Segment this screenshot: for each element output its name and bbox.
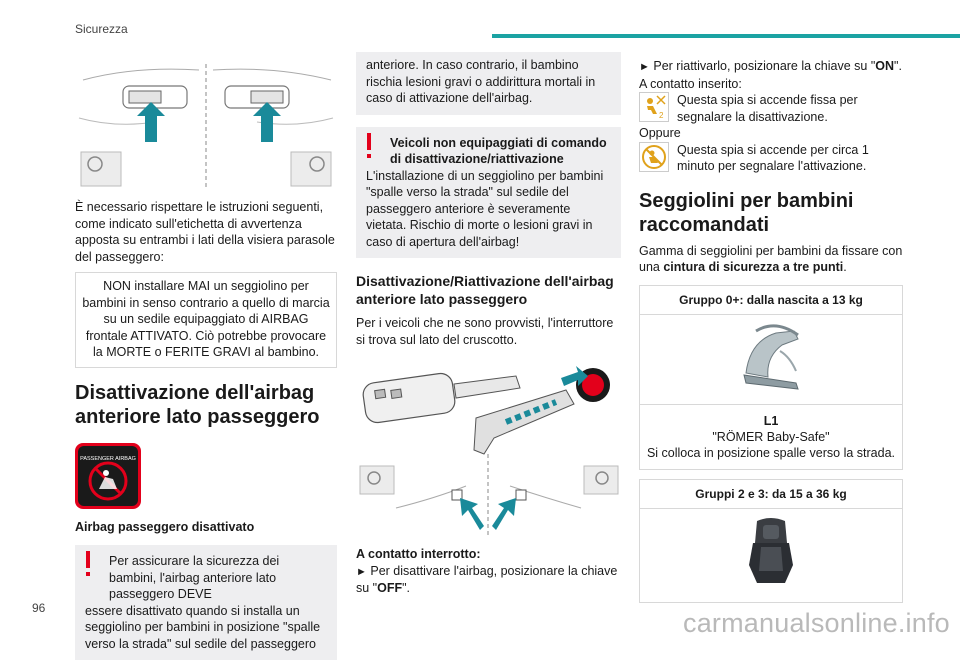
indicator-on-row [639, 142, 903, 175]
intro-text: Gamma di seggiolini per bambini da fissare con una [639, 243, 903, 274]
passenger-airbag-off-label-icon [75, 443, 141, 509]
group-2-3-image-cell [640, 509, 902, 602]
step-text: Per riattivarlo, posizionare la chiave su " [653, 59, 876, 73]
sun-visor-label-illustration [75, 58, 337, 190]
group-2-3-card [639, 479, 903, 603]
header-accent-bar [492, 34, 960, 38]
continued-warning-text: anteriore. In caso contrario, il bambino rischia lesioni gravi o addirittura mortali in caso di attivazione dell'airbag. [356, 52, 621, 115]
warning-label-box: NON installare MAI un seggiolino per bambini in senso contrario a quello di marcia su un sedile equipaggiato di AIRBAG frontale ATTIVATO. Ciò potrebbe provocare la MORTE o FERITE GRAVI al bambino. [75, 272, 337, 368]
instructions-paragraph: È necessario rispettare le istruzioni seguenti, come indicato sull'etichetta di avvertenza apposta su entrambi i lati della visiera parasole del passeggero: [75, 200, 335, 264]
airbag-on-warning-light-icon [639, 142, 669, 172]
column-2 [356, 52, 621, 597]
warning-title: Veicoli non equipaggiati di comando di disattivazione/riattivazione [390, 135, 607, 166]
switch-location-paragraph: Per i veicoli che ne sono provvisti, l'interruttore si trova sul lato del cruscotto. [356, 316, 614, 347]
group-2-3-heading: Gruppi 2 e 3: da 15 a 36 kg [640, 480, 902, 510]
key-switch-illustration [356, 358, 621, 540]
step-text: Per disattivare l'airbag, posizionare la chiave su " [356, 563, 618, 595]
indicator-off-row [639, 92, 903, 125]
off-key: OFF [377, 581, 403, 595]
no-switch-warning [356, 127, 621, 259]
watermark: carmanualsonline.info [683, 608, 950, 638]
indicator-number: 2 [659, 111, 664, 120]
step-end: ". [402, 581, 411, 595]
bullet-arrow-icon: ► [356, 565, 367, 578]
airbag-off-warning-light-icon [639, 92, 669, 122]
column-1 [75, 58, 337, 660]
exclamation-icon [364, 133, 374, 159]
bullet-arrow-icon: ► [639, 61, 650, 73]
on-key: ON [875, 59, 895, 73]
group-0-card [639, 285, 903, 470]
section-title-deactivation: Disattivazione dell'airbag anteriore lato passeggero [75, 381, 320, 428]
column-3 [639, 58, 903, 603]
group-0-heading: Gruppo 0+: dalla nascita a 13 kg [640, 286, 902, 316]
group-0-image-cell [640, 315, 902, 405]
group-0-text [640, 405, 902, 469]
group-0-seat-name: "RÖMER Baby-Safe" [712, 429, 830, 444]
infant-carrier-image [736, 321, 806, 393]
passenger-airbag-label-text: PASSENGER AIRBAG [80, 455, 136, 462]
intro-bold: cintura di sicurezza a tre punti [663, 260, 844, 274]
section-title-recommended-seats: Seggiolini per bambini raccomandati [639, 189, 854, 236]
warning-first-line: Per assicurare la sicurezza dei bambini, l'airbag anteriore lato passeggero DEVE [109, 554, 280, 601]
indicator-on-text: Questa spia si accende per circa 1 minuto per segnalare l'attivazione. [677, 142, 869, 173]
page-number: 96 [32, 601, 46, 615]
oppure-text: Oppure [639, 126, 681, 140]
contact-on-label: A contatto inserito: [639, 76, 742, 91]
reactivate-step [639, 58, 903, 76]
child-safety-warning [75, 545, 337, 660]
warning-body: L'installazione di un seggiolino per bambini "spalle verso la strada" sul sedile del passeggero anteriore è severamente vietata. Rischio di morte o lesioni gravi in caso di apertura dell'airbag! [366, 168, 604, 249]
booster-seat-image [745, 517, 797, 587]
step-end: ". [894, 59, 902, 73]
group-0-code: L1 [763, 413, 779, 428]
deactivate-step [356, 563, 621, 597]
airbag-off-caption: Airbag passeggero disattivato [75, 519, 255, 534]
group-0-note: Si colloca in posizione spalle verso la strada. [646, 445, 896, 460]
intro-end: . [843, 260, 847, 274]
contact-off-label: A contatto interrotto: [356, 547, 481, 561]
exclamation-icon [83, 551, 93, 577]
warning-rest: essere disattivato quando si installa un seggiolino per bambini in posizione "spalle verso la strada" sul sedile del passeggero [85, 603, 321, 651]
header-section: Sicurezza [75, 22, 128, 36]
indicator-off-text: Questa spia si accende fissa per segnalare la disattivazione. [677, 93, 858, 124]
recommended-intro [639, 243, 903, 276]
subtitle-deactivation-reactivation: Disattivazione/Riattivazione dell'airbag anteriore lato passeggero [356, 273, 614, 307]
